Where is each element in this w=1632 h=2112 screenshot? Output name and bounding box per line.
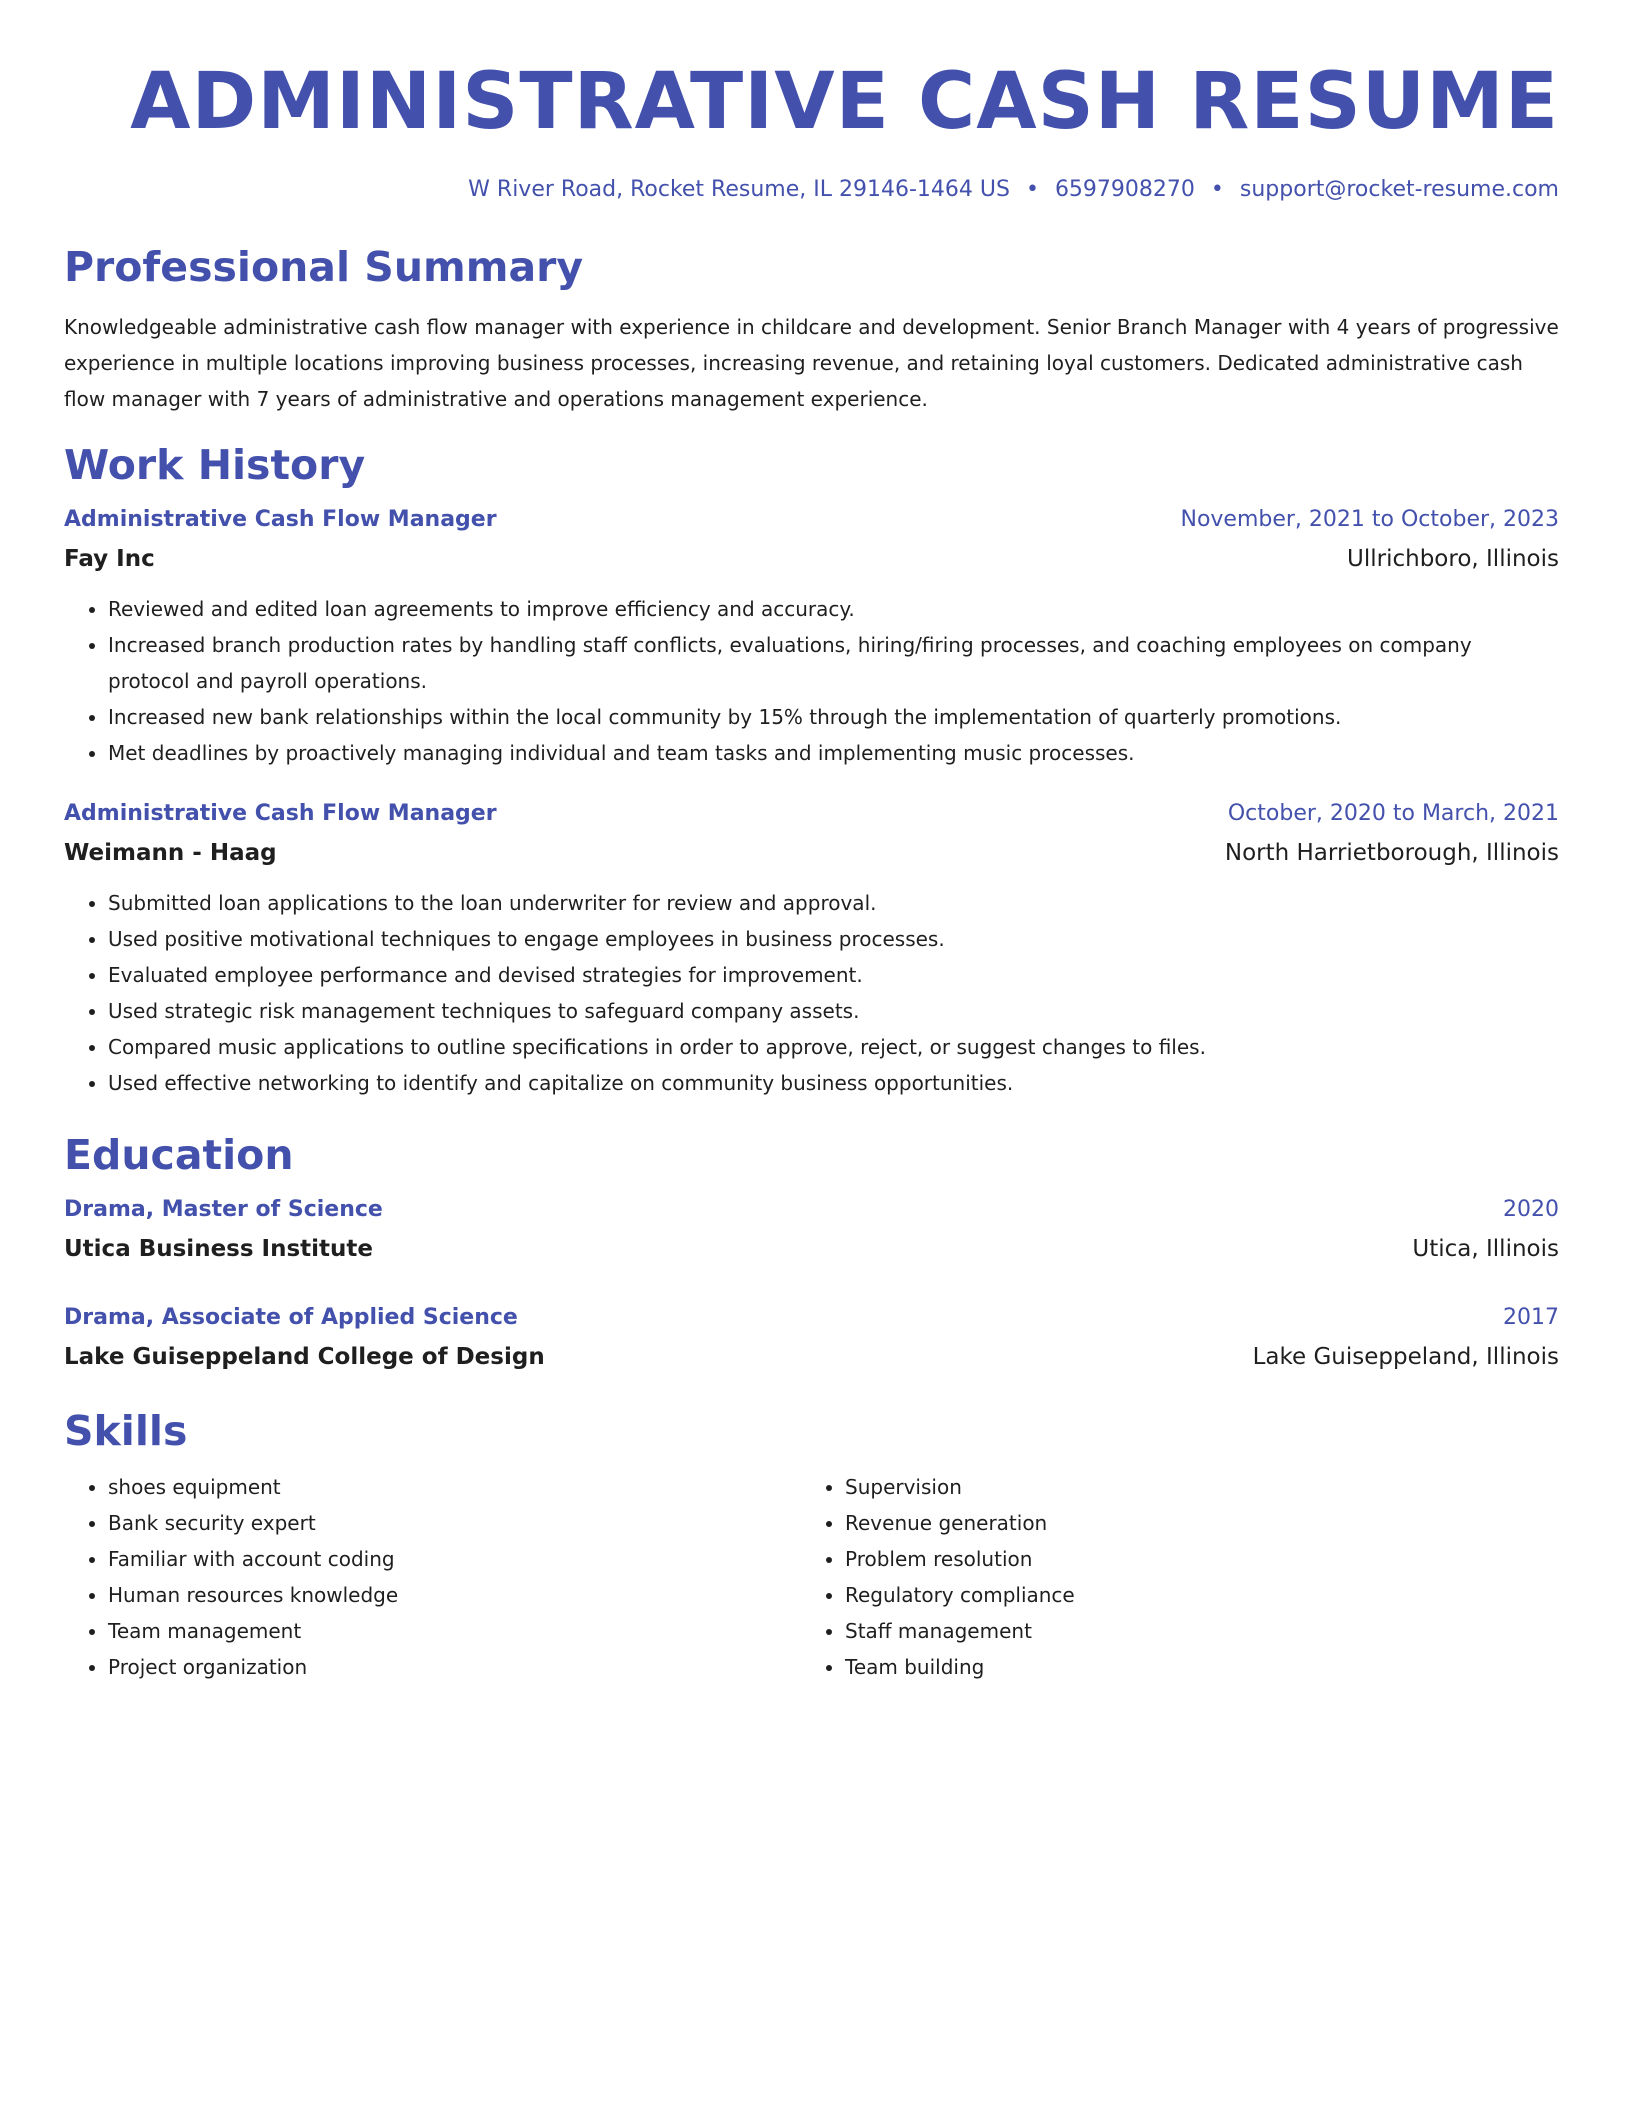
job-bullet: • Increased new bank relationships within the local community by 15% through the implementation of quarterly promotions. xyxy=(108,699,1559,735)
skill-item: • Project organization xyxy=(108,1649,801,1685)
job-bullet: • Used strategic risk management techniques to safeguard company assets. xyxy=(108,993,1559,1029)
contact-separator: • xyxy=(1025,177,1039,202)
job-location: North Harrietborough, Illinois xyxy=(1224,840,1559,866)
job-bullet: • Compared music applications to outline specifications in order to approve, reject, or suggest changes to files. xyxy=(108,1029,1559,1065)
education-school: Lake Guiseppeland College of Design xyxy=(64,1344,545,1370)
contact-line xyxy=(64,172,1559,208)
section-title-summary: Professional Summary xyxy=(64,243,584,291)
skill-item: • Team management xyxy=(108,1613,801,1649)
job-bullets xyxy=(64,591,1559,771)
section-title-work: Work History xyxy=(64,441,366,489)
contact-address: W River Road, Rocket Resume, IL 29146-1464 US xyxy=(468,177,1010,202)
skills-columns xyxy=(64,1469,1559,1685)
contact-separator: • xyxy=(1210,177,1224,202)
summary-section xyxy=(64,239,1559,417)
skill-item: • Bank security expert xyxy=(108,1505,801,1541)
resume-name: ADMINISTRATIVE CASH RESUME xyxy=(130,57,1559,147)
job-bullet: • Submitted loan applications to the loan underwriter for review and approval. xyxy=(108,885,1559,921)
skill-item: • Supervision xyxy=(845,1469,1538,1505)
job-bullet: • Used positive motivational techniques to engage employees in business processes. xyxy=(108,921,1559,957)
job-title: Administrative Cash Flow Manager xyxy=(64,507,497,532)
section-title-skills: Skills xyxy=(64,1407,188,1455)
job-bullet: • Increased branch production rates by handling staff conflicts, evaluations, hiring/firing processes, and coaching employees on company protocol and payroll operations. xyxy=(108,627,1559,699)
skills-list-right xyxy=(801,1469,1538,1685)
skill-item: • Staff management xyxy=(845,1613,1538,1649)
work-section xyxy=(64,437,1559,1101)
skill-item: • Team building xyxy=(845,1649,1538,1685)
job-dates: November, 2021 to October, 2023 xyxy=(1180,507,1559,532)
job-bullet: • Reviewed and edited loan agreements to improve efficiency and accuracy. xyxy=(108,591,1559,627)
education-entry xyxy=(64,1191,1559,1269)
job-title: Administrative Cash Flow Manager xyxy=(64,801,497,826)
summary-text: Knowledgeable administrative cash flow manager with experience in childcare and development. Senior Branch Manager with 4 years of progressive experience in multiple locations improving business processes, increasing revenue, and retaining loyal customers. Dedicated administrative cash flow manager with 7 years of administrative and operations management experience. xyxy=(64,315,1559,411)
skill-item: • shoes equipment xyxy=(108,1469,801,1505)
skills-list-left xyxy=(64,1469,801,1685)
education-year: 2017 xyxy=(1503,1305,1559,1330)
job-bullets xyxy=(64,885,1559,1101)
skill-item: • Revenue generation xyxy=(845,1505,1538,1541)
education-school: Utica Business Institute xyxy=(64,1236,374,1262)
education-degree: Drama, Associate of Applied Science xyxy=(64,1305,518,1330)
section-title-education: Education xyxy=(64,1131,294,1179)
skill-item: • Regulatory compliance xyxy=(845,1577,1538,1613)
resume-page xyxy=(64,52,1559,1685)
job-entry xyxy=(64,795,1559,1101)
job-company: Fay Inc xyxy=(64,546,155,572)
education-entry xyxy=(64,1299,1559,1377)
education-year: 2020 xyxy=(1503,1197,1559,1222)
skill-item: • Familiar with account coding xyxy=(108,1541,801,1577)
job-entry xyxy=(64,501,1559,771)
education-section xyxy=(64,1127,1559,1377)
job-company: Weimann - Haag xyxy=(64,840,277,866)
education-location: Lake Guiseppeland, Illinois xyxy=(1252,1344,1559,1370)
education-degree: Drama, Master of Science xyxy=(64,1197,383,1222)
skills-section xyxy=(64,1403,1559,1685)
education-location: Utica, Illinois xyxy=(1412,1236,1559,1262)
skill-item: • Problem resolution xyxy=(845,1541,1538,1577)
job-bullet: • Used effective networking to identify and capitalize on community business opportunities. xyxy=(108,1065,1559,1101)
job-dates: October, 2020 to March, 2021 xyxy=(1227,801,1559,826)
job-bullet: • Met deadlines by proactively managing individual and team tasks and implementing music processes. xyxy=(108,735,1559,771)
job-location: Ullrichboro, Illinois xyxy=(1347,546,1559,572)
job-bullet: • Evaluated employee performance and devised strategies for improvement. xyxy=(108,957,1559,993)
contact-email[interactable]: support@rocket-resume.com xyxy=(1239,177,1559,202)
contact-phone[interactable]: 6597908270 xyxy=(1054,177,1195,202)
skill-item: • Human resources knowledge xyxy=(108,1577,801,1613)
